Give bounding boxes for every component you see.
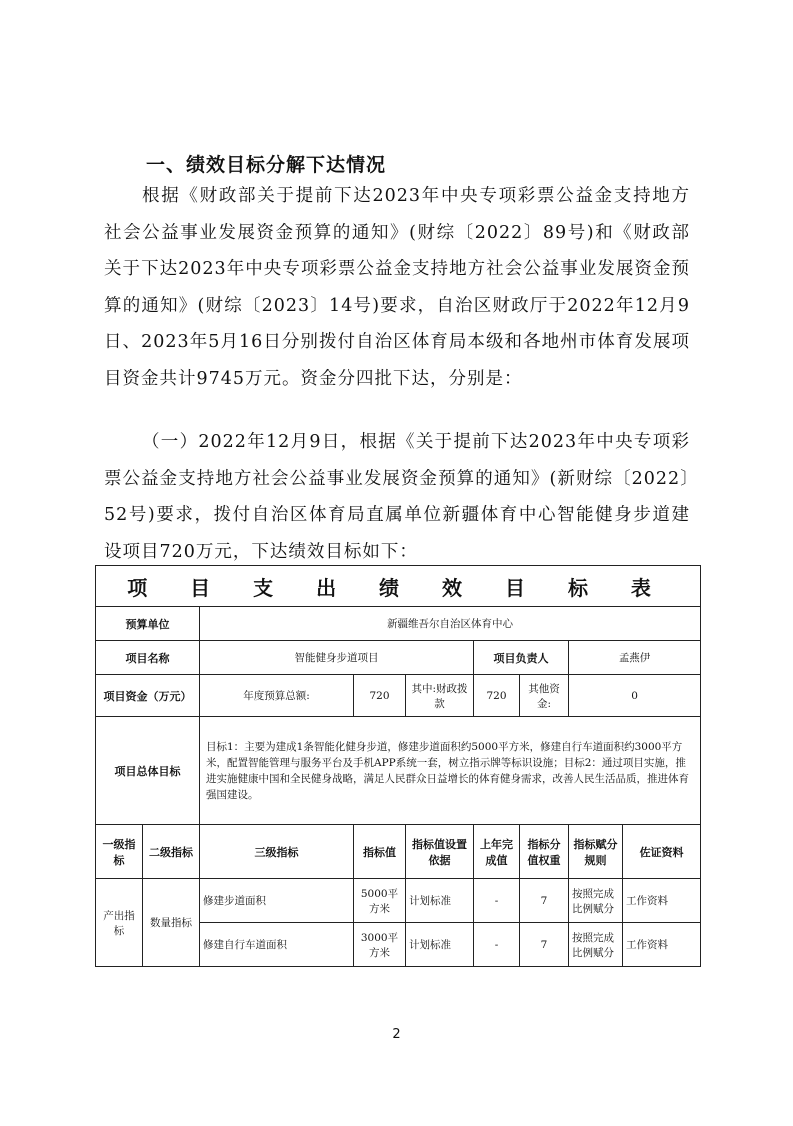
row-weight: 7 [520,879,569,923]
project-funds-label: 项目资金（万元） [96,675,200,717]
row-indicator-name: 修建步道面积 [200,879,354,923]
overall-goal-label: 项目总体目标 [96,717,200,825]
budget-unit-label: 预算单位 [96,607,200,641]
row-indicator-value: 5000平方米 [354,879,406,923]
row-rule: 按照完成比例赋分 [569,879,623,923]
header-level3: 三级指标 [200,825,354,879]
other-funds-label: 其他资金: [520,675,569,717]
row-indicator-name: 修建自行车道面积 [200,923,354,967]
header-value-basis: 指标值设置依据 [406,825,474,879]
project-leader-value: 孟燕伊 [569,641,701,675]
header-level2: 二级指标 [143,825,200,879]
table-row [96,879,701,923]
project-name-label: 项目名称 [96,641,200,675]
fiscal-allocation-value: 720 [474,675,520,717]
header-scoring-rule: 指标赋分规则 [569,825,623,879]
row-indicator-value: 3000平方米 [354,923,406,967]
header-last-year: 上年完成值 [474,825,520,879]
table-title: 项 目 支 出 绩 效 目 标 表 [96,566,701,607]
row-weight: 7 [520,923,569,967]
paragraph-funding-basis: 根据《财政部关于提前下达2023年中央专项彩票公益金支持地方社会公益事业发展资金预算的通知》(财综〔2022〕89号)和《财政部关于下达2023年中央专项彩票公益金支持地方社会公益事业发展资金预算的通知》(财综〔2023〕14号)要求，自治区财政厅于2022年12月9日、2023年5月16日分别拨付自治区体育局本级和各地州市体育发展项目资金共计9745万元。资金分四批下达，分别是： [104,186,690,389]
paragraph-first-batch: （一）2022年12月9日，根据《关于提前下达2023年中央专项彩票公益金支持地方社会公益事业发展资金预算的通知》(新财综〔2022〕52号)要求，拨付自治区体育局直属单位新疆体育中心智能健身步道建设项目720万元，下达绩效目标如下： [104,432,690,562]
header-evidence: 佐证资料 [623,825,701,879]
row-evidence: 工作资料 [623,879,701,923]
header-weight: 指标分值权重 [520,825,569,879]
row-basis: 计划标准 [406,879,474,923]
project-leader-label: 项目负责人 [474,641,569,675]
fiscal-allocation-label: 其中:财政拨款 [406,675,474,717]
overall-goal-text: 目标1：主要为建成1条智能化健身步道，修建步道面积约5000平方米，修建自行车道面积约3000平方米，配置智能管理与服务平台及手机APP系统一套，树立指示牌等标识设施；目标2：通过项目实施，推进实施健康中国和全民健身战略，满足人民群众日益增长的体育健身需求，改善人民生活品质，推进体育强国建设。 [200,717,701,825]
level1-indicator: 产出指标 [96,879,143,967]
level2-indicator: 数量指标 [143,879,200,967]
section-heading: 一、绩效目标分解下达情况 [146,154,387,176]
annual-budget-label: 年度预算总额: [200,675,354,717]
row-evidence: 工作资料 [623,923,701,967]
row-basis: 计划标准 [406,923,474,967]
page-number: 2 [392,1027,401,1042]
other-funds-value: 0 [569,675,701,717]
row-last-year: - [474,923,520,967]
annual-budget-value: 720 [354,675,406,717]
header-level1: 一级指标 [96,825,143,879]
header-indicator-value: 指标值 [354,825,406,879]
project-name-value: 智能健身步道项目 [200,641,474,675]
row-last-year: - [474,879,520,923]
performance-target-table [95,565,701,967]
budget-unit-value: 新疆维吾尔自治区体育中心 [200,607,701,641]
row-rule: 按照完成比例赋分 [569,923,623,967]
